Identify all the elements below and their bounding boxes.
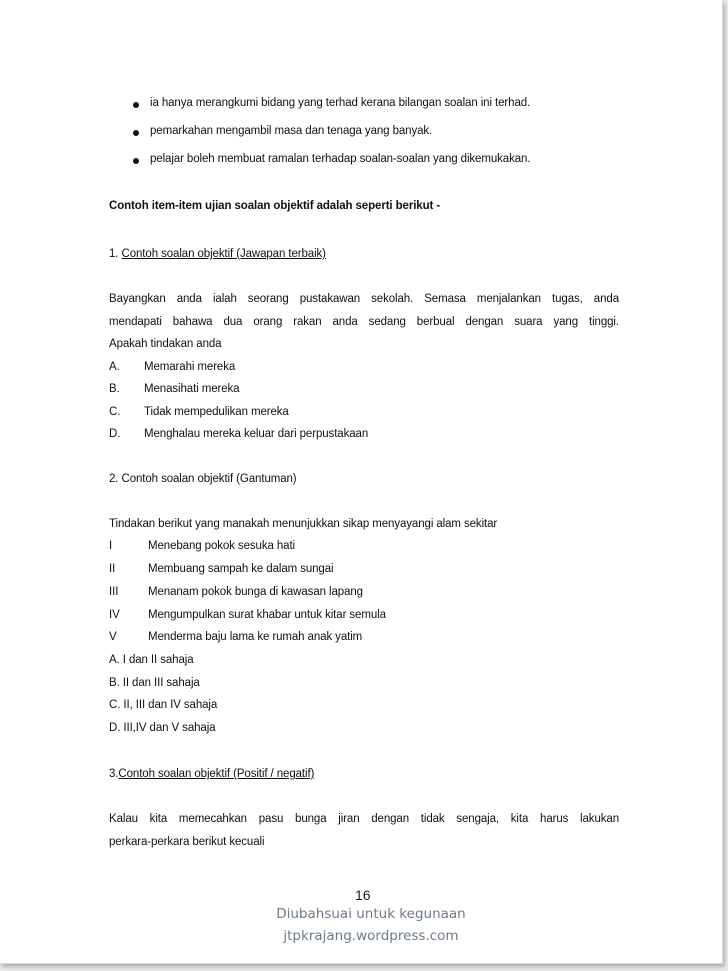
section3-number: 3. [109,768,119,780]
section2-option: A. I dan II sahaja [109,654,194,666]
section1-title: Contoh soalan objektif (Jawapan terbaik) [121,248,326,260]
section1-heading [109,248,326,260]
bullet-text: ia hanya merangkumi bidang yang terhad kerana bilangan soalan ini terhad. [150,97,531,109]
statement-numeral: III [109,586,119,598]
section3-question-line: perkara-perkara berikut kecuali [109,836,265,848]
section1-question-line: Bayangkan anda ialah seorang pustakawan sekolah. Semasa menjalankan tugas, anda [109,293,619,305]
bullet-text: pelajar boleh membuat ramalan terhadap soalan-soalan yang dikemukakan. [150,153,531,165]
statement-text: Menderma baju lama ke rumah anak yatim [148,631,363,643]
statement-text: Mengumpulkan surat khabar untuk kitar semula [148,609,386,621]
section2-option: B. II dan III sahaja [109,677,200,689]
watermark-line: Diubahsuai untuk kegunaan [276,906,466,922]
bullet-icon [133,158,139,164]
section3-question-line: Kalau kita memecahkan pasu bunga jiran dengan tidak sengaja, kita harus lakukan [109,813,619,825]
option-text: Memarahi mereka [144,361,236,373]
section2-option: C. II, III dan IV sahaja [109,699,218,711]
option-letter: B. [109,383,120,395]
section2-option: D. III,IV dan V sahaja [109,722,216,734]
statement-text: Membuang sampah ke dalam sungai [148,563,334,575]
option-letter: C. [109,406,121,418]
statement-numeral: V [109,631,117,643]
statement-text: Menebang pokok sesuka hati [148,540,296,552]
intro-heading: Contoh item-item ujian soalan objektif adalah seperti berikut - [109,200,441,212]
watermark-line: jtpkrajang.wordpress.com [283,928,459,944]
statement-numeral: II [109,563,116,575]
section3-title: Contoh soalan objektif (Positif / negatif) [118,768,315,780]
section3-heading [109,768,314,780]
section1-number: 1. [109,248,119,260]
option-text: Tidak mempedulikan mereka [144,406,289,418]
option-text: Menghalau mereka keluar dari perpustakaan [144,428,369,440]
statement-numeral: IV [109,609,120,621]
option-letter: D. [109,428,121,440]
section1-question-line: Apakah tindakan anda [109,338,222,350]
option-letter: A. [109,361,120,373]
section2-question: Tindakan berikut yang manakah menunjukkan sikap menyayangi alam sekitar [109,518,498,530]
bullet-text: pemarkahan mengambil masa dan tenaga yang banyak. [150,125,433,137]
statement-numeral: I [109,540,113,552]
bullet-icon [133,130,139,136]
option-text: Menasihati mereka [144,383,240,395]
bullet-icon [133,102,139,108]
section2-heading: 2. Contoh soalan objektif (Gantuman) [109,473,297,485]
section1-question-line: mendapati bahawa dua orang rakan anda sedang berbual dengan suara yang tinggi. [109,316,619,328]
statement-text: Menanam pokok bunga di kawasan lapang [148,586,363,598]
page-number: 16 [355,887,371,903]
